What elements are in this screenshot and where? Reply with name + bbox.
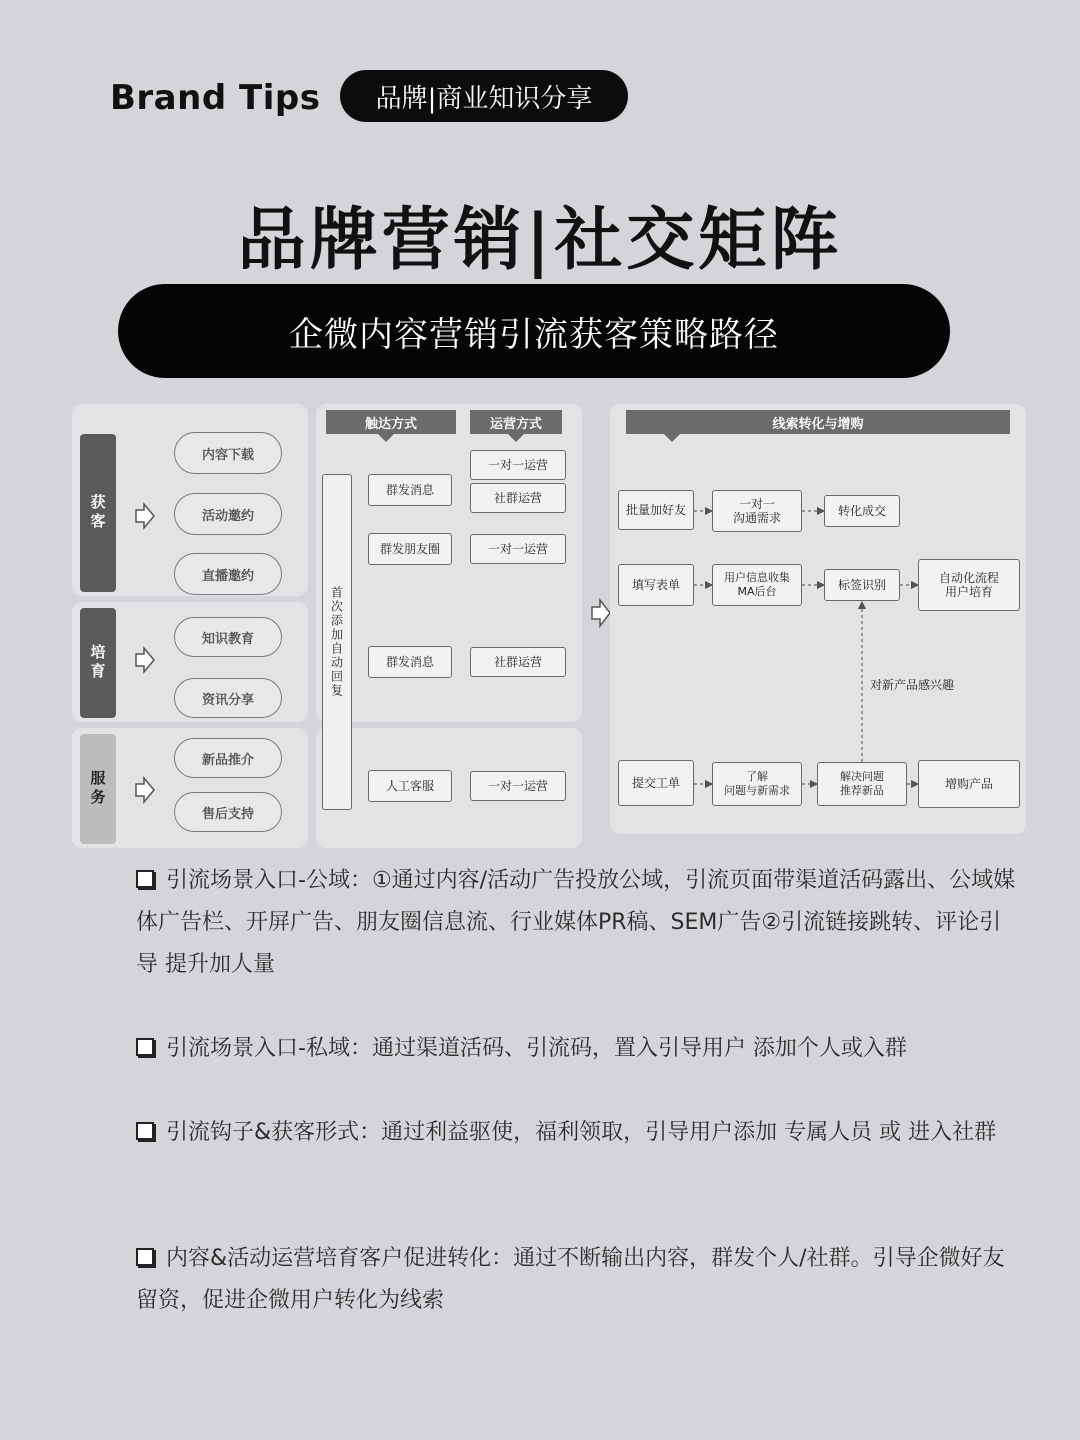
flow-user-info-ma: 用户信息收集 MA后台 bbox=[712, 564, 802, 606]
checkbox-bullet-icon bbox=[136, 870, 154, 888]
strategy-diagram bbox=[72, 404, 1028, 850]
checkbox-bullet-icon bbox=[136, 1248, 154, 1266]
item-live-invite: 直播邀约 bbox=[174, 553, 282, 595]
header-ops: 运营方式 bbox=[470, 410, 562, 434]
reach-human-service: 人工客服 bbox=[368, 770, 452, 802]
flow-automation-nurture: 自动化流程 用户培育 bbox=[918, 559, 1020, 611]
flow-batch-add-friends: 批量加好友 bbox=[618, 490, 694, 530]
checkbox-bullet-icon bbox=[136, 1122, 154, 1140]
ops-community-2: 社群运营 bbox=[470, 647, 566, 677]
category-service: 服务 bbox=[80, 734, 116, 844]
flow-tag-identify: 标签识别 bbox=[824, 569, 900, 601]
item-content-download: 内容下载 bbox=[174, 432, 282, 474]
auto-reply-bar: 首次添加自动回复 bbox=[322, 474, 352, 810]
ops-community: 社群运营 bbox=[470, 483, 566, 513]
paragraph-hook-forms bbox=[136, 1112, 1016, 1154]
flow-conversion-deal: 转化成交 bbox=[824, 495, 900, 527]
brand-name: Brand Tips bbox=[110, 78, 321, 118]
item-after-sales: 售后支持 bbox=[174, 792, 282, 832]
interest-note: 对新产品感兴趣 bbox=[870, 678, 955, 692]
ops-one-on-one-2: 一对一运营 bbox=[470, 534, 566, 564]
subtitle-banner: 企微内容营销引流获客策略路径 bbox=[118, 284, 950, 378]
ops-one-on-one: 一对一运营 bbox=[470, 450, 566, 480]
ops-one-on-one-3: 一对一运营 bbox=[470, 771, 566, 801]
flow-upsell-product: 增购产品 bbox=[918, 760, 1020, 808]
page-title: 品牌营销|社交矩阵 bbox=[237, 200, 843, 280]
reach-group-moments: 群发朋友圈 bbox=[368, 533, 452, 565]
paragraph-private-domain bbox=[136, 1028, 1016, 1070]
checkbox-bullet-icon bbox=[136, 1038, 154, 1056]
flow-submit-ticket: 提交工单 bbox=[618, 760, 694, 806]
header-conversion: 线索转化与增购 bbox=[626, 410, 1010, 434]
item-new-product: 新品推介 bbox=[174, 738, 282, 778]
item-knowledge-education: 知识教育 bbox=[174, 617, 282, 657]
paragraph-text: 内容&活动运营培育客户促进转化：通过不断输出内容，群发个人/社群。引导企微好友留资，促进企微用户转化为线索 bbox=[136, 1246, 1005, 1313]
item-news-sharing: 资讯分享 bbox=[174, 678, 282, 718]
category-acquire: 获客 bbox=[80, 434, 116, 592]
paragraph-content-ops bbox=[136, 1238, 1016, 1322]
paragraph-text: 引流场景入口-公域：①通过内容/活动广告投放公域，引流页面带渠道活码露出、公域媒体广告栏、开屏广告、朋友圈信息流、行业媒体PR稿、SEM广告②引流链接跳转、评论引导 提升加人量 bbox=[136, 868, 1016, 977]
flow-understand-needs: 了解 问题与新需求 bbox=[712, 762, 802, 806]
reach-group-message: 群发消息 bbox=[368, 474, 452, 506]
paragraph-public-domain bbox=[136, 860, 1016, 986]
flow-solve-recommend: 解决问题 推荐新品 bbox=[817, 762, 907, 806]
paragraph-text: 引流场景入口-私域：通过渠道活码、引流码，置入引导用户 添加个人或入群 bbox=[166, 1036, 907, 1061]
category-tag: 品牌|商业知识分享 bbox=[340, 70, 628, 122]
paragraph-text: 引流钩子&获客形式：通过利益驱使，福利领取，引导用户添加 专属人员 或 进入社群 bbox=[166, 1120, 997, 1145]
item-event-invite: 活动邀约 bbox=[174, 493, 282, 535]
category-nurture: 培育 bbox=[80, 608, 116, 718]
header-reach: 触达方式 bbox=[326, 410, 456, 434]
reach-group-message-2: 群发消息 bbox=[368, 646, 452, 678]
flow-fill-form: 填写表单 bbox=[618, 564, 694, 606]
flow-one-on-one-needs: 一对一 沟通需求 bbox=[712, 490, 802, 532]
